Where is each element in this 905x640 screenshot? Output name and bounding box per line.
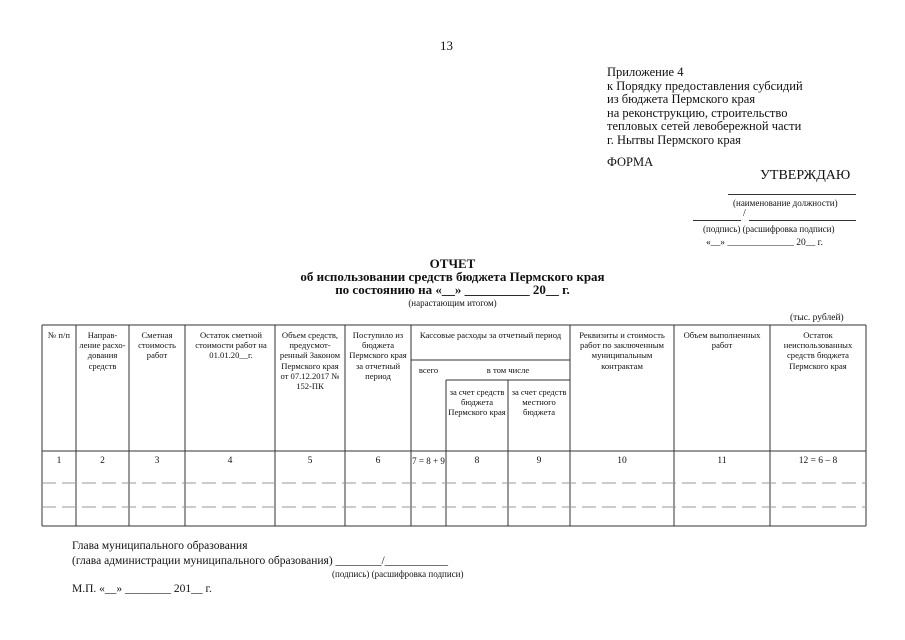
col-number: 11 — [717, 456, 727, 466]
appendix-line: из бюджета Пермского края — [607, 92, 756, 107]
report-subtitle: об использовании средств бюджета Пермского края — [300, 269, 605, 284]
col-header-cash-expenses: Кассовые расходы за отчетный период — [419, 330, 562, 340]
footer-signature-caption: (подпись) (расшифровка подписи) — [332, 569, 464, 579]
position-caption: (наименование должности) — [733, 198, 838, 208]
col-header-cost-balance: Остаток сметной стоимости работ на 01.01.20__г. — [195, 330, 267, 361]
col-number: 7 = 8 + 9 — [412, 456, 445, 466]
col-number: 8 — [474, 456, 480, 466]
appendix-line: тепловых сетей левобережной части — [607, 119, 802, 134]
col-header-law-volume: Объем средств, предусмот-ренный Законом Пермского края от 07.12.2017 № 152-ПК — [279, 330, 341, 392]
units-label: (тыс. рублей) — [790, 313, 844, 323]
col-header-direction: Направ-ление расхо-дования средств — [79, 330, 126, 371]
col-number: 3 — [154, 456, 160, 466]
appendix-line: на реконструкцию, строительство — [607, 105, 788, 120]
approval-date: «__» ______________ 20__ г. — [706, 238, 823, 248]
col-header-unused-balance: Остаток неиспользованных средств бюджета Пермского края — [783, 330, 853, 371]
col-header-total: всего — [418, 365, 439, 375]
appendix-line: г. Нытвы Пермского края — [607, 132, 741, 147]
col-header-contracts: Реквизиты и стоимость работ по заключенным муниципальным контрактам — [579, 330, 665, 371]
footer-head-signature: (глава администрации муниципального образования) ________/___________ — [72, 555, 448, 567]
form-label: ФОРМА — [607, 155, 654, 169]
col-header-received: Поступило из бюджета Пермского края за отчетный период — [349, 330, 407, 381]
appendix-line: к Порядку предоставления субсидий — [607, 78, 803, 93]
col-header-number: № п/п — [48, 330, 70, 340]
col-number: 12 = 6 – 8 — [798, 456, 838, 466]
col-header-including: в том числе — [486, 365, 530, 375]
approval-title: УТВЕРЖДАЮ — [760, 168, 851, 183]
col-number: 10 — [617, 456, 627, 466]
appendix-line: Приложение 4 — [607, 65, 684, 79]
report-date-line: по состоянию на «__» __________ 20__ г. — [335, 282, 570, 297]
signature-slash: / — [743, 208, 746, 219]
footer-stamp-date: М.П. «__» ________ 201__ г. — [72, 583, 212, 595]
col-number: 6 — [375, 456, 381, 466]
col-header-work-volume: Объем выполненных работ — [683, 330, 761, 351]
col-header-local-budget: за счет средств местного бюджета — [511, 387, 567, 418]
report-title: ОТЧЕТ — [429, 256, 476, 271]
col-header-estimated-cost: Сметная стоимость работ — [138, 330, 176, 361]
signature-caption: (подпись) (расшифровка подписи) — [703, 224, 835, 234]
col-number: 9 — [536, 456, 542, 466]
report-note: (нарастающим итогом) — [408, 298, 497, 308]
page-number: 13 — [440, 38, 453, 53]
col-header-regional-budget: за счет средств бюджета Пермского края — [448, 387, 506, 418]
col-number: 4 — [227, 456, 233, 466]
col-number: 5 — [307, 456, 313, 466]
col-number: 1 — [56, 456, 62, 466]
footer-head-title: Глава муниципального образования — [72, 540, 248, 552]
col-number: 2 — [100, 456, 105, 466]
